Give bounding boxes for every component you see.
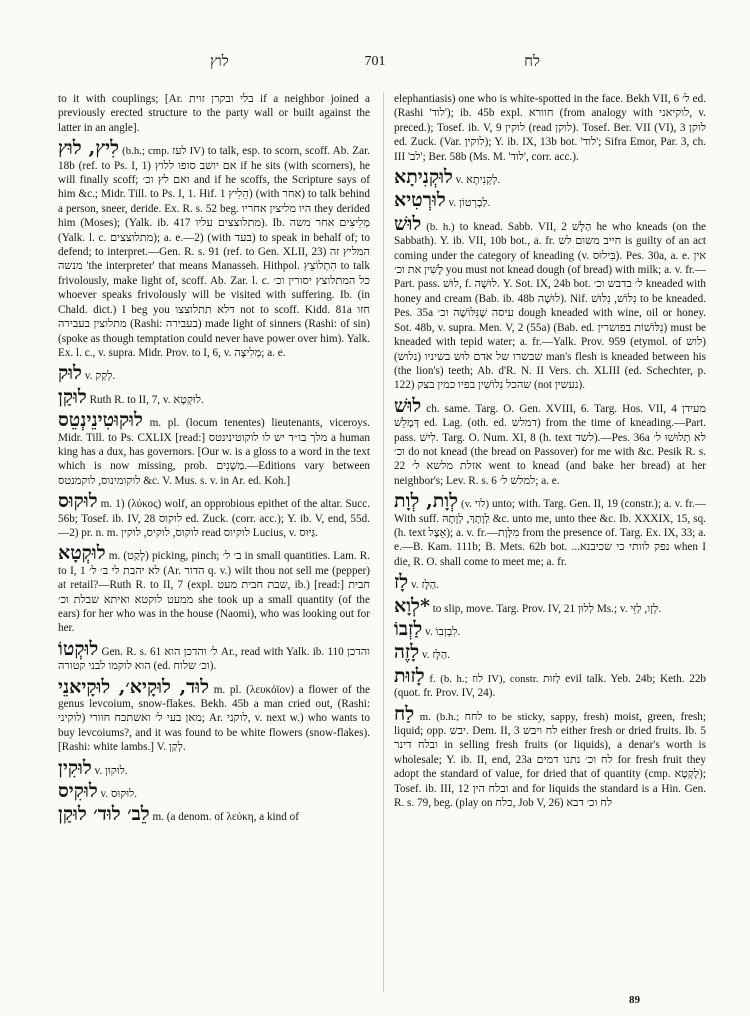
entry-headword: לוּקְנִיתָא: [394, 166, 453, 189]
dictionary-entry: [394, 666, 706, 701]
dictionary-entry: [58, 92, 370, 135]
entry-definition: to slip, move. Targ. Prov. IV, 21 לְלוּן Ms.; v. לְזָו, לַזֵּי.: [432, 602, 662, 615]
entry-headword: לוּד, לוּקָיא׳, לוּקָיאנֵי: [58, 675, 209, 698]
dictionary-entry: [394, 190, 706, 210]
dictionary-entry: [394, 167, 706, 187]
dictionary-entry: [394, 619, 706, 639]
entry-definition: to knead. Sabb. VII, 2 הַלָּשׁ he who kneads (on the Sabbath). Y. ib. VII, 10b bot., a. fr. חייב משום לש is guilty of an act coming under the category of kneading (v. בִּילוּס). Pes. 30a, a. e. אין לָשִׁין את וכ׳ you must not knead dough (of bread) with milk; a. v. fr.—Part. pass. לוּשׁ, f. לוּשָׁה. Y. Sot. IX, 24b bot. ל׳ בדבש וכ׳ kneaded with honey and cream (Bab. ib. 48b לוּשָׁה). Nif. נִלּוֹשׁ, נִלּוּשׁ to be kneaded. Pes. 35a עיסה שֶׁנִּלּוֹשָׁה וכ׳ dough kneaded with wine, oil or honey. Sot. 48b, v. supra. Men. V, 2 (55a) (Bab. ed. נִלּוֹשׁוֹת בפושרין) must be kneaded with tepid water; a. fr.—Yalk. Prov. 959 (etymol. of לוש) שבשרו של אדם לוש בשיניו (נלוש) man's flesh is kneaded between his (the lion's) teeth; Ab. d'R. N. II Vers. ch. XLIII (ed. Schechter, p. 122) שהכל נִלוֹשִׁין בפיו כמין בצק (not נעשין).: [394, 220, 706, 392]
entry-etymology: m. (b.h.; לחח to be sticky, sappy, fresh): [419, 710, 609, 723]
column-divider: [383, 92, 384, 992]
dictionary-entry: [58, 677, 370, 755]
entry-definition: Gen. R. s. 61 ל׳ והדכן הוא Ar., read with Yalk. ib. 110 והדכן הוא לוקמו לבני קטורה (ed. וכ׳ שלוח).: [58, 645, 370, 673]
entry-etymology: f. (b. h.; לוז IV), constr. לְזוּת: [429, 672, 561, 685]
entry-definition: v. לְקְנִיתָא.: [455, 174, 501, 187]
running-head-right: לח: [524, 54, 540, 70]
dictionary-entry: [394, 642, 706, 662]
entry-definition: v. לִבְזְבוֹ.: [425, 626, 461, 638]
entry-definition: v. לוּקוּן.: [94, 764, 128, 777]
right-column: [394, 92, 706, 992]
entry-definition: v. הַלָּז.: [410, 579, 440, 592]
entry-headword: לוּקְטָא: [58, 542, 106, 565]
entry-headword: לַח: [394, 702, 415, 725]
entry-headword: לוּשׁ: [394, 394, 422, 417]
entry-definition: to talk, esp. to scorn, scoff. Ab. Zar. 18b (ref. to Ps. I, 1) אם יושב סופו ללוץ if he sits (with scorners), he will finally scoff; ואם לץ וכ׳ and if he scoffs, the Scripture says of him &c.; Midr. Till. to Ps. I, 1. Hif. הֵלִיץ 1) (with אחר) to talk behind a person, sneer, deride. Ex. R. s. 52 beg. היו מליצין אחריו they derided him (Moses); (Yalk. ib. 417 מתלוצצים עליו). Ib. מְלִיצִים אחר משה (Yalk. l. c. מתלוצצים); a. e.—2) (with בעד) to speak in behalf of; to defend; to interpret.—Gen. R. s. 91 (ref. to Gen. XLII, 23) המליץ זה מנשה 'the interpreter' that means Manasseh. Hithpol. הִתְלוֹצֵץ to talk frivolously, make light of, scoff. Ab. Zar. l. c. כל המתלוצץ יסורין וכ׳ whoever speaks frivolously will be visited with suffering. Ib. (in Chald. dict.) I beg you דלא תתלוצצו not to scoff. Kidd. 81a חזו מתלוצין בעבירה (Rashi: בעבירה) made light of sinners (Rashi: of sin) (spoke as though temptation could never have power over him). Yalk. Ex. l. c., v. supra. Midr. Prov. to I, 6, v. מְלִיצָה; a. e.: [58, 145, 370, 359]
dictionary-entry: [394, 572, 706, 592]
entry-etymology: (b.h.; cmp. לעז IV): [122, 145, 205, 158]
dictionary-entry: [58, 138, 370, 360]
dictionary-entry: [58, 387, 370, 407]
running-head-left: לוץ: [210, 54, 229, 70]
entry-headword: לָזֶה: [394, 641, 420, 664]
dictionary-entry: [394, 596, 706, 616]
entry-definition: to it with couplings; [Ar. בלי ובקרן זוית if a neighbor joined a previously erected structure to the party wall or built against the latter in an angle].: [58, 93, 370, 134]
entry-definition: v. לוּקוּס.: [100, 788, 138, 801]
entry-definition: v. לְקַק.: [84, 370, 116, 383]
dictionary-entry: [58, 639, 370, 674]
entry-definition: m. 1) (λύκος) wolf, an opprobious epithet of the altar. Succ. 56b; Tosef. ib. IV, 28 לוקוס ed. Zuck. (corr. acc.); Y. ib. V, end, 55d.—2) pr. n. m. לוקוס, לוקיס, לוקין read לוקיוס Lucius, v. גַּיּוּס.: [58, 498, 370, 539]
dictionary-entry: [58, 804, 370, 824]
dictionary-entry: [58, 758, 370, 778]
entry-headword: לוּשׁ: [394, 212, 422, 235]
entry-headword: *לְוָא: [394, 594, 430, 617]
entry-headword: לַזְבוֹ: [394, 618, 423, 640]
entry-headword: לֵב׳ לוּד׳ לוּקַן: [58, 803, 150, 826]
entry-definition: m. (a denom. of λεύκη, a kind of: [152, 811, 299, 824]
entry-etymology: (b. h.): [426, 220, 455, 233]
entry-definition: v. הַלָּז.: [421, 649, 450, 662]
dictionary-entry: [58, 410, 370, 488]
entry-definition: ch. same. Targ. O. Gen. XVIII, 6. Targ. Hos. VII, 4 מעידן דְּמָלֵשׁ ed. Lag. (oth. ed. דמלש) from the time of kneading.—Part. pass. לִישׁ. Targ. O. Num. XI, 8 (h. text לשד).—Pes. 36a לא תְלוּשׁוּ ל׳ וכ׳ do not knead (the bread on Passover) for me with &c. Pesik R. s. 22 אזלת מלשא ל׳ went to knead (and bake her bread) at her neighbor's; Lev. R. s. 6 למלש ל׳; a. e.: [394, 402, 706, 487]
entry-definition: m. pl. (locum tenentes) lieutenants, viceroys. Midr. Till. to Ps. CXLIX [read:] מלך בו״ד יש לו לוקוטינינטס a human king has a dux, has governors. [Our w. is a gloss to a word in the text which is now missing, prob. מַשְׁנִים.—Editions vary between לוקומינוס, לוקמנטס &c. V. Mus. s. v. in Ar. ed. Koh.]: [58, 417, 370, 487]
entry-headword: לִיץ, לוּץ: [58, 137, 119, 160]
dictionary-entry: [394, 92, 706, 164]
dictionary-entry: [58, 363, 370, 383]
entry-definition: m. pl. (λευκόϊον) a flower of the genus levcoium, snow-flakes. Bekh. 45b a man cried out, (Rashi: לוקיני) מאן בעי ל׳ ואשתכח חוורי; Ar. לוקני, v. next w.) who wants to buy levcoiums?, and it was found to be white flowers (snow-flakes). [Rashi: white lambs.] V. לְקַן.: [58, 683, 370, 754]
dictionary-entry: [394, 214, 706, 393]
entry-headword: לוּקוּס: [58, 490, 98, 513]
entry-definition: evil talk. Yeb. 24b; Keth. 22b (quot. fr. Prov. IV, 24).: [394, 672, 706, 700]
entry-headword: לוּקוּטִינֵינְטֵס: [58, 409, 143, 432]
entry-definition: elephantiasis) one who is white-spotted in the face. Bekh VII, 6 ל׳ ed. (Rashi 'לוד'); ib. 45b expl. חוורא (from analogy with לוקיאני, v. preced.); Tosef. ib. V, 9 לוקין (read לוקן). Tosef. Ber. VII (VI), 3 לוקן ed. Zuck. (Var. לוקין); Y. ib. IX, 13b bot. 'לוד'; Sifra Emor, Par. 3, ch. III 'לב'; Ber. 58b (Ms. M. 'לוד', corr. acc.).: [394, 93, 706, 163]
entry-definition: v. לַבְרְטוֹן.: [448, 197, 491, 210]
entry-definition: moist, green, fresh; liquid; opp. יבש. Dem. II, 3 לח ויבש either fresh or dried fruits. Ib. 5 ובלח דינר in selling fresh fruits (or liquids), a denar's worth is wholesale; Y. ib. II, end, 23a לח וכ׳ נתנו דמים for fresh fruit they adopt the standard of value, for dried that of quantity (cmp. לָקְטָא); Tosef. ib. III, 12 ובלח הין and for liquids the standard is a Hin. Gen. R. s. 79, beg. (play on כלח, Job V, 26) לח וכ׳ דבא: [394, 710, 706, 810]
left-column: [58, 92, 370, 992]
dictionary-entry: [58, 491, 370, 540]
entry-definition: m. (לָקַט) picking, pinch; ב׳ ל׳ in small quantities. Lam. R. to I, 1 לא יהבת לי ב׳ ל׳ (Ar. הדור q. v.) wilt thou not sell me (pepper) at retail?—Ruth R. to II, 7 (expl. שבת חבית מעט, ib.) [read:] חבית ממעט לוקטא ואיתא שבלת וכ׳ she took up a small quantity (of the ears) for her who was in the house (Naomi), who was looking out for her.: [58, 550, 370, 635]
entry-definition: Ruth R. to II, 7, v. לוּקְטָא.: [89, 393, 204, 406]
page-number: 701: [364, 54, 386, 69]
entry-headword: לוּקְטוֹ: [58, 637, 99, 660]
running-head: [60, 54, 690, 76]
entry-headword: לָז: [394, 571, 409, 594]
entry-headword: לָזוּת: [394, 664, 425, 687]
dictionary-entry: [58, 781, 370, 801]
entry-headword: לוּקִיס: [58, 780, 98, 803]
signature-number: 89: [629, 994, 640, 1006]
entry-headword: לוּק: [58, 362, 82, 385]
dictionary-entry: [394, 396, 706, 488]
entry-headword: לְוָת, לְוָת: [394, 490, 459, 513]
entry-etymology: (v. לוי): [460, 498, 490, 511]
dictionary-entry: [58, 543, 370, 635]
entry-definition: unto; with. Targ. Gen. II, 19 (constr.); a. v. fr.—With suff. לְוָתָךְ, לְוָתָהּ &c. unto me, unto thee &c. Ib. XXXIX, 15, sq. (h. text אֵצֶל); a. v. fr.—מִלְּוָת from the presence of. Targ. Ex. IX, 33; a. e.—B. Kam. 111b; B. Mets. 62b bot. ...נפק לוותי כי שכיבנא when I die, R. O. shall come to meet me; a. fr.: [394, 498, 706, 568]
entry-headword: לוּקַן: [58, 385, 87, 408]
entry-headword: לוּרְטִיא: [394, 189, 446, 212]
entry-headword: לוּקִין: [58, 756, 92, 779]
dictionary-entry: [394, 704, 706, 811]
dictionary-entry: [394, 491, 706, 569]
